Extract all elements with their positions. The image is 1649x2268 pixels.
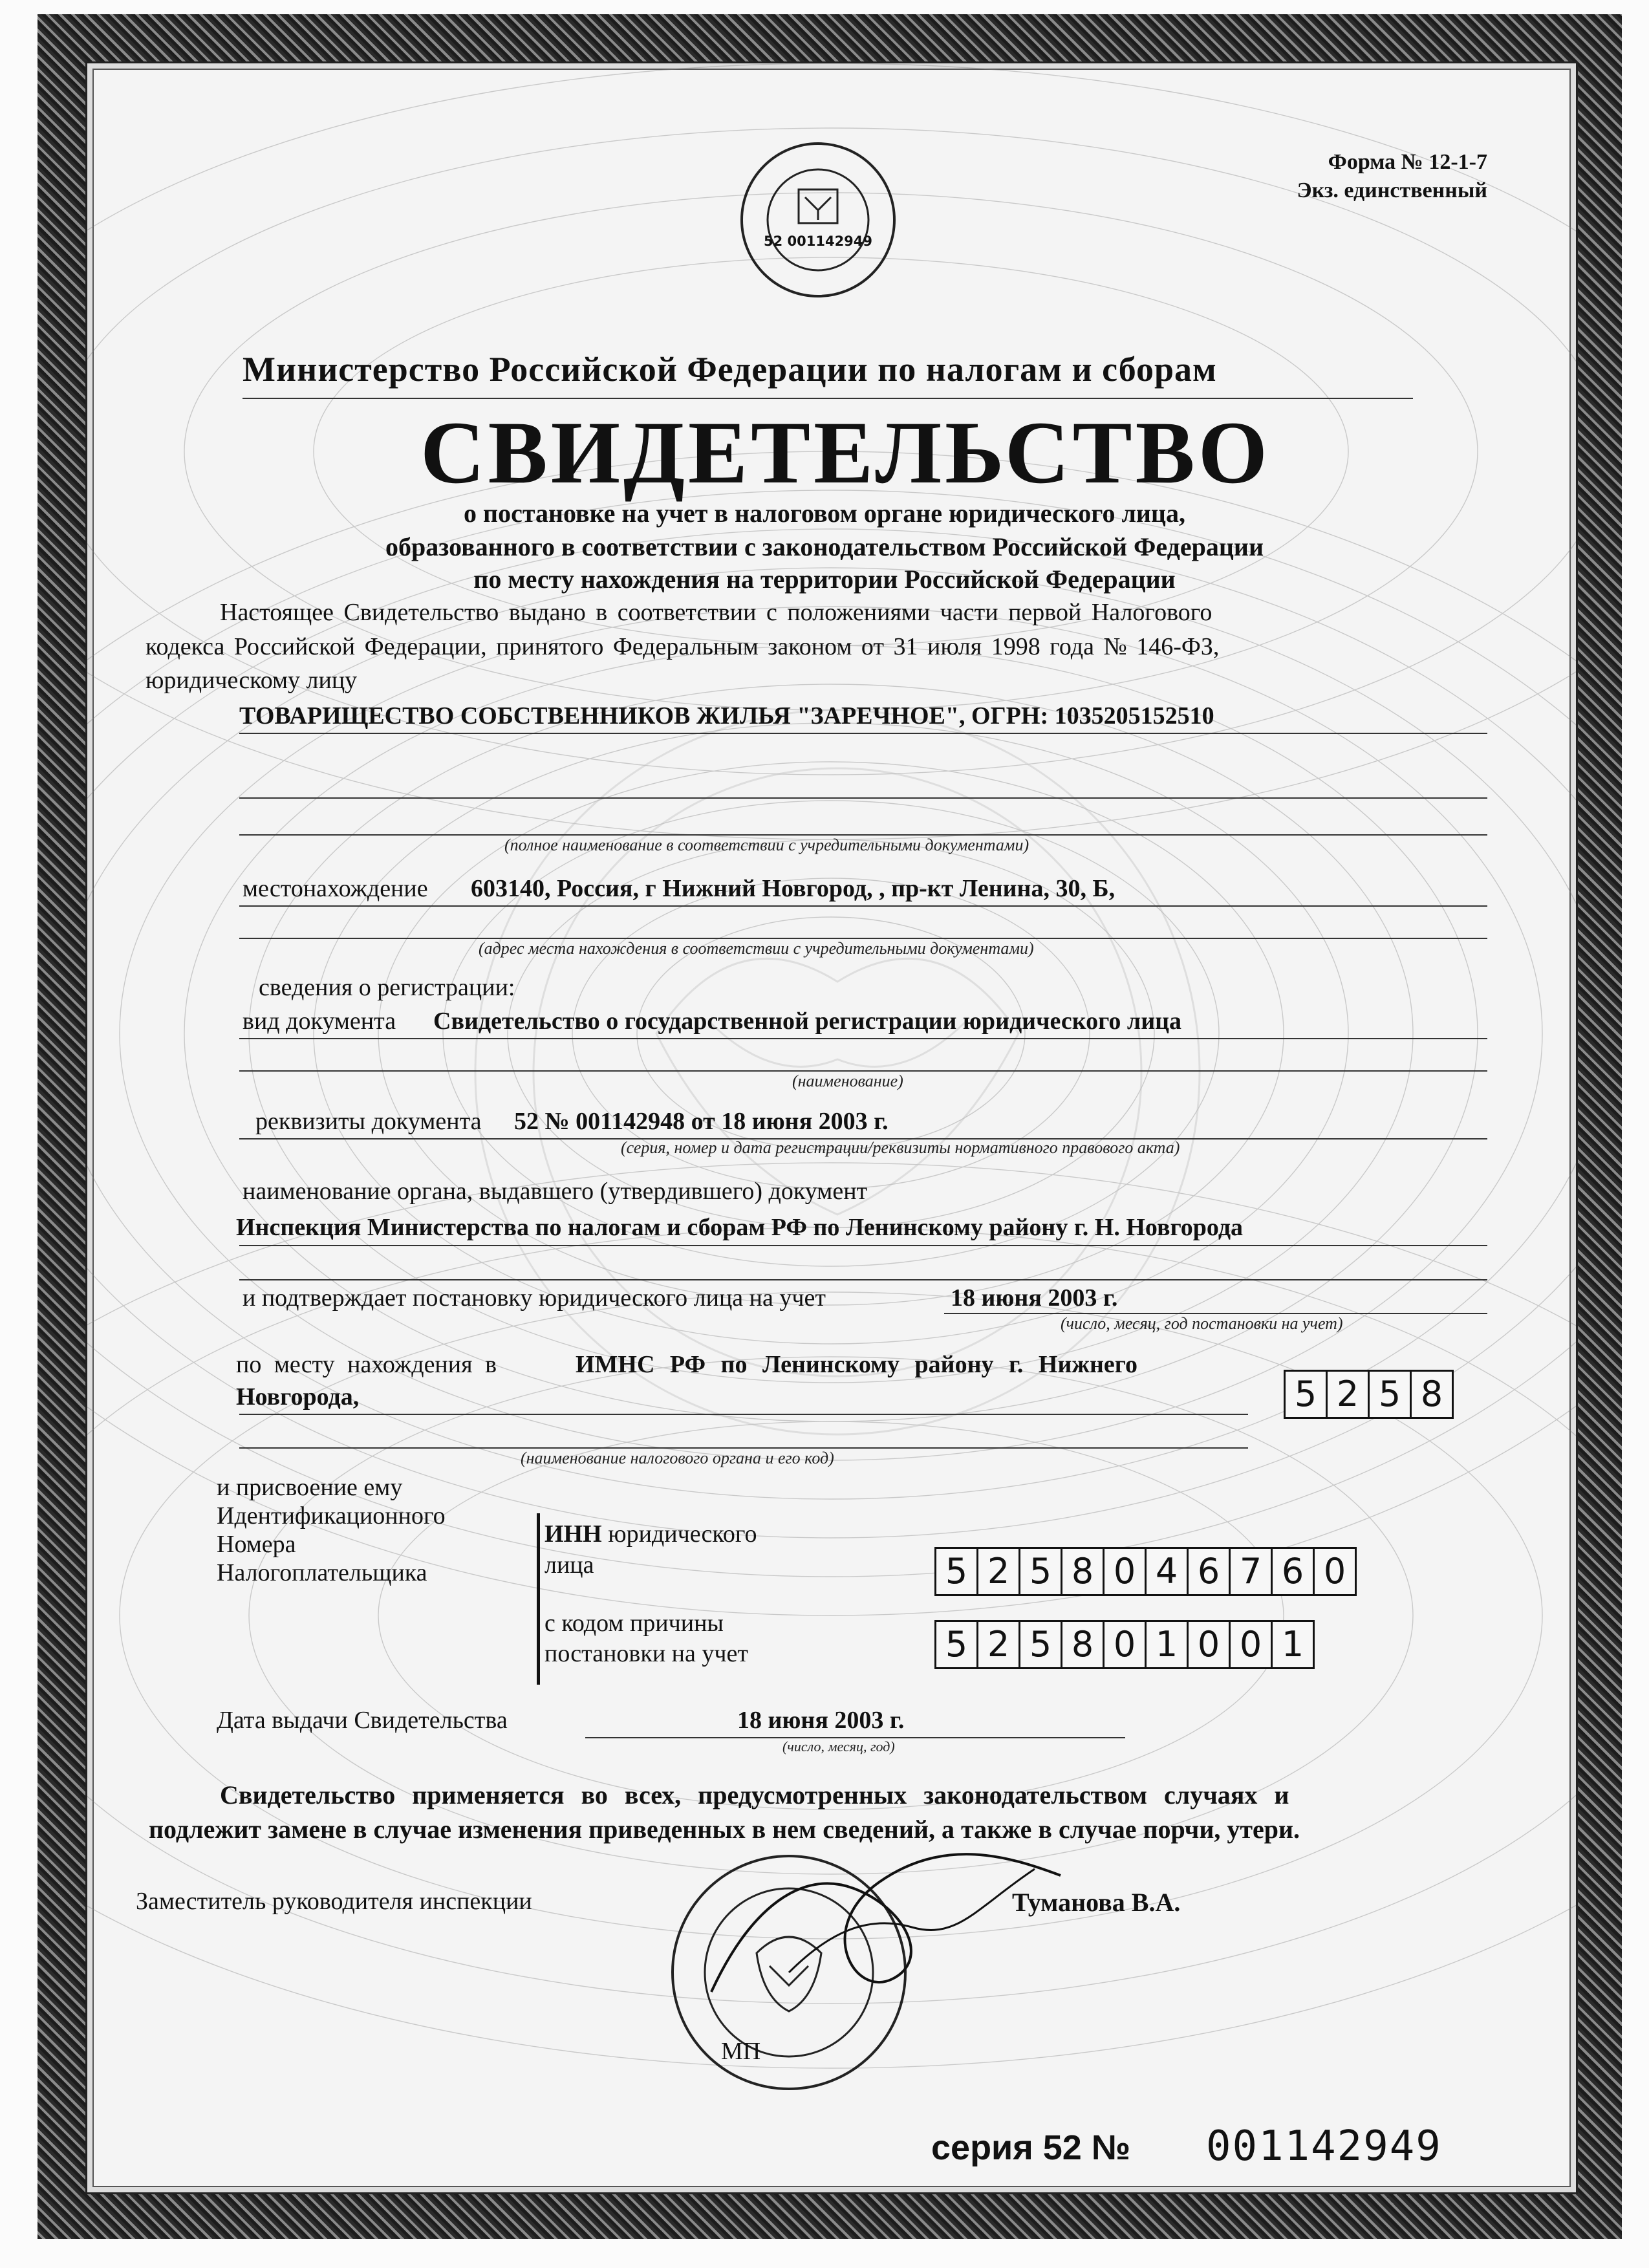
confirm-label: и подтверждает постановку юридического лица на учет bbox=[242, 1284, 826, 1312]
doc-type-label: вид документа bbox=[242, 1008, 396, 1035]
kpp-digit-0: 5 bbox=[945, 1624, 968, 1665]
registration-stamp bbox=[737, 139, 899, 301]
place-line-2: Новгорода, bbox=[236, 1383, 360, 1410]
kpp-label-line-2: постановки на учет bbox=[544, 1640, 748, 1667]
assign-line-4: Налогоплательщика bbox=[217, 1559, 427, 1586]
registration-header: сведения о регистрации: bbox=[259, 974, 515, 1001]
place-line-1: ИМНС РФ по Ленинскому району г. Нижнего bbox=[576, 1351, 1138, 1378]
confirm-date: 18 июня 2003 г. bbox=[951, 1284, 1118, 1312]
handwritten-signature bbox=[698, 1830, 1086, 2024]
kpp-digit-2: 5 bbox=[1018, 1622, 1061, 1667]
intro-line-1: Настоящее Свидетельство выдано в соответствии с положениями части первой Налогового bbox=[220, 599, 1212, 626]
tax-code-digit-1: 2 bbox=[1326, 1372, 1368, 1417]
intro-line-2: кодекса Российской Федерации, принятого Федеральным законом от 31 июля 1998 года № 146-ФЗ, bbox=[146, 633, 1220, 660]
entity-name-caption: (полное наименование в соответствии с учредительными документами) bbox=[504, 836, 1029, 854]
document-title: СВИДЕТЕЛЬСТВО bbox=[420, 403, 1271, 502]
details-caption: (серия, номер и дата регистрации/реквизиты нормативного правового акта) bbox=[621, 1138, 1180, 1157]
issue-date-caption: (число, месяц, год) bbox=[782, 1738, 895, 1755]
inn-digit-5: 4 bbox=[1145, 1549, 1187, 1594]
stamp-number: 52 001142949 bbox=[763, 233, 873, 249]
location-caption: (адрес места нахождения в соответствии с учредительными документами) bbox=[479, 939, 1034, 958]
confirm-caption: (число, месяц, год постановки на учет) bbox=[1061, 1314, 1343, 1333]
location-label: местонахождение bbox=[242, 875, 428, 902]
inn-digit-9: 0 bbox=[1313, 1549, 1355, 1594]
entity-name: ТОВАРИЩЕСТВО СОБСТВЕННИКОВ ЖИЛЬЯ "ЗАРЕЧНОЕ", ОГРН: 1035205152510 bbox=[239, 702, 1214, 729]
kpp-digit-4: 0 bbox=[1103, 1622, 1145, 1667]
place-label: по месту нахождения в bbox=[236, 1351, 497, 1378]
inn-digit-7: 7 bbox=[1229, 1549, 1271, 1594]
intro-line-3: юридическому лицу bbox=[146, 667, 358, 694]
kpp-digit-6: 0 bbox=[1187, 1622, 1229, 1667]
notice-line-1: Свидетельство применяется во всех, предусмотренных законодательством случаях и bbox=[220, 1780, 1289, 1809]
subtitle-line-1: о постановке на учет в налоговом органе юридического лица, bbox=[464, 499, 1185, 528]
issue-date-label: Дата выдачи Свидетельства bbox=[217, 1707, 508, 1734]
kpp-digit-3: 8 bbox=[1061, 1622, 1103, 1667]
inn-digit-0: 5 bbox=[945, 1551, 968, 1592]
inn-digit-2: 5 bbox=[1018, 1549, 1061, 1594]
inn-digit-1: 2 bbox=[976, 1549, 1018, 1594]
subtitle-line-3: по месту нахождения на территории Российской Федерации bbox=[473, 565, 1176, 594]
tax-code-digit-2: 5 bbox=[1368, 1372, 1410, 1417]
inn-label-line-2: лица bbox=[544, 1551, 594, 1579]
form-number: Форма № 12-1-7 bbox=[1328, 150, 1487, 174]
location-value: 603140, Россия, г Нижний Новгород, , пр-кт Ленина, 30, Б, bbox=[471, 875, 1116, 902]
inn-digit-4: 0 bbox=[1103, 1549, 1145, 1594]
details-label: реквизиты документа bbox=[255, 1108, 482, 1135]
kpp-digit-7: 0 bbox=[1229, 1622, 1271, 1667]
inn-digit-8: 6 bbox=[1271, 1549, 1313, 1594]
signatory-name: Туманова В.А. bbox=[1012, 1888, 1181, 1917]
tax-code-digit-3: 8 bbox=[1410, 1372, 1452, 1417]
mp-mark: МП bbox=[721, 2038, 761, 2065]
assign-line-3: Номера bbox=[217, 1531, 296, 1558]
issuer-label: наименование органа, выдавшего (утвердившего) документ bbox=[242, 1178, 868, 1205]
kpp-digit-5: 1 bbox=[1145, 1622, 1187, 1667]
doc-type-caption: (наименование) bbox=[792, 1072, 903, 1090]
copy-note: Экз. единственный bbox=[1297, 178, 1487, 202]
inn-label: ИНН юридического bbox=[544, 1520, 757, 1548]
inn-digits bbox=[934, 1547, 1357, 1596]
tax-code-digit-0: 5 bbox=[1294, 1374, 1317, 1414]
kpp-digits bbox=[934, 1620, 1315, 1669]
place-caption: (наименование налогового органа и его код) bbox=[521, 1449, 834, 1467]
doc-type-value: Свидетельство о государственной регистрации юридического лица bbox=[433, 1008, 1182, 1035]
inn-digit-6: 6 bbox=[1187, 1549, 1229, 1594]
issuer-value: Инспекция Министерства по налогам и сборам РФ по Ленинскому району г. Н. Новгорода bbox=[236, 1214, 1244, 1241]
kpp-digit-8: 1 bbox=[1271, 1622, 1313, 1667]
inn-divider bbox=[537, 1513, 540, 1685]
issue-date-value: 18 июня 2003 г. bbox=[737, 1707, 905, 1734]
details-value: 52 № 001142948 от 18 июня 2003 г. bbox=[514, 1108, 889, 1135]
subtitle-line-2: образованного в соответствии с законодательством Российской Федерации bbox=[385, 532, 1264, 561]
serial-number: 001142949 bbox=[1206, 2122, 1442, 2170]
assign-line-2: Идентификационного bbox=[217, 1502, 446, 1529]
kpp-digit-1: 2 bbox=[976, 1622, 1018, 1667]
notice-line-2: подлежит замене в случае изменения приведенных в нем сведений, а также в случае порчи, утери. bbox=[149, 1815, 1300, 1844]
tax-office-code bbox=[1284, 1370, 1454, 1419]
inn-digit-3: 8 bbox=[1061, 1549, 1103, 1594]
kpp-label-line-1: с кодом причины bbox=[544, 1610, 724, 1637]
signatory-position: Заместитель руководителя инспекции bbox=[136, 1888, 532, 1915]
ministry-name: Министерство Российской Федерации по налогам и сборам bbox=[242, 350, 1217, 389]
serial-label: серия 52 № bbox=[931, 2128, 1131, 2167]
assign-line-1: и присвоение ему bbox=[217, 1474, 403, 1501]
